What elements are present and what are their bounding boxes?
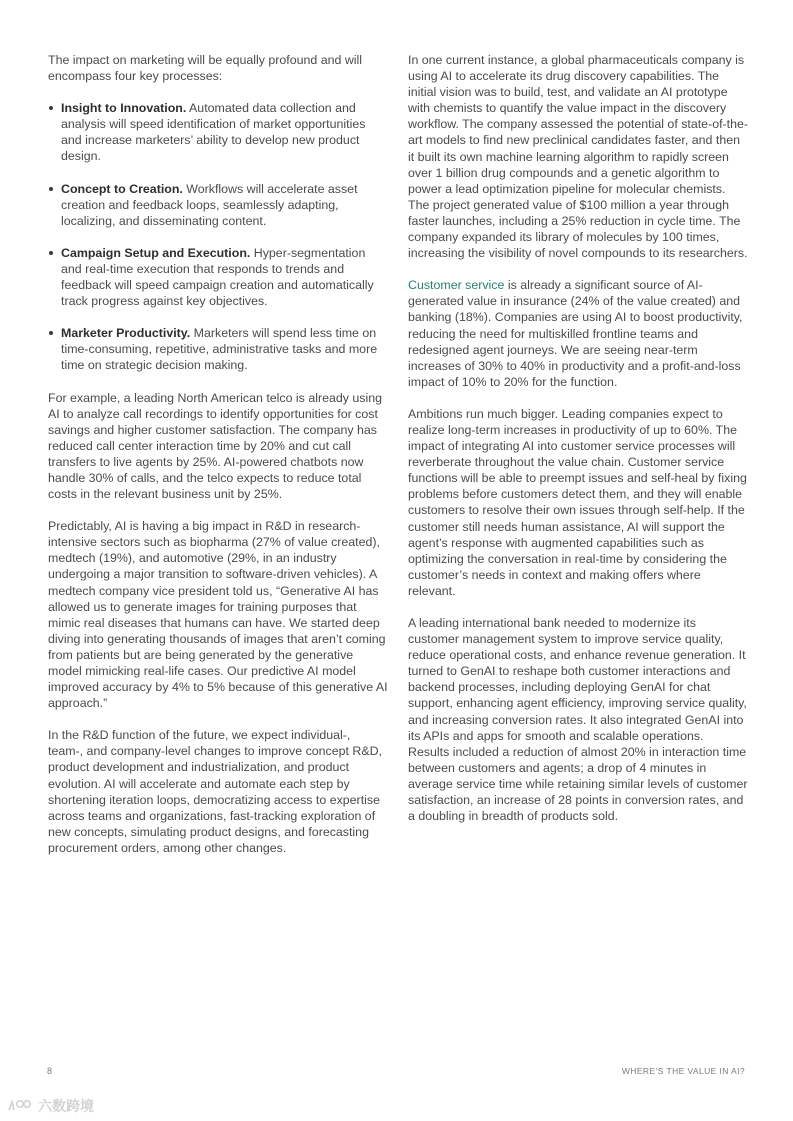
customer-service-paragraph xyxy=(408,277,748,390)
telco-paragraph: For example, a leading North American telco is already using AI to analyze call recordings to identify opportunities for cost savings and higher customer satisfaction. The company has reduced call center interaction time by 20% and cut call transfers to live agents by 25%. AI-powered chatbots now handle 30% of calls, and the telco expects to reduce total costs in the relevant business unit by 25%. xyxy=(48,390,383,502)
list-item xyxy=(48,100,388,164)
rnd-paragraph: Predictably, AI is having a big impact in R&D in research-intensive sectors such as biopharma (27% of value created), medtech (19%), and automotive (29%, in an industry undergoing a major transition to software-driven vehicles). A medtech company vice president told us, “Generative AI has allowed us to generate images for training purposes that mimic real diseases that humans can have. We started deep diving into generating thousands of images that aren’t coming from patients but are being generated by the generative model mimicking real-life cases. Our predictive AI model improved accuracy by 4% to 5% because of this generative AI approach.” xyxy=(48,519,388,711)
bullet-text: Automated data collection and analysis will speed identification of market opportunities and increase marketers’ ability to develop new product design. xyxy=(61,101,366,164)
watermark-text: 六数跨境 xyxy=(38,1098,94,1114)
pharma-paragraph: In one current instance, a global pharmaceuticals company is using AI to accelerate its drug discovery capabilities. The initial vision was to build, test, and validate an AI prototype with chemists to quantify the value impact in the discovery workflow. The company assessed the potential of state-of-the-art models to find new preclinical candidates faster, and then it built its own machine learning algorithm to rapidly screen over 1 billion drug compounds and a genetic algorithm to power a lead optimization pipeline for molecular chemists. The project generated value of $100 million a year through faster launches, including a 25% reduction in cycle time. The company expanded its library of molecules by 100 times, increasing the visibility of novel compounds to its researchers. xyxy=(408,53,749,261)
bullet-title: Concept to Creation. xyxy=(61,181,183,196)
bullet-text: Hyper-segmentation and real-time execution that responds to trends and feedback will speed campaign creation and automatically track progress against key objectives. xyxy=(61,245,374,309)
customer-service-link[interactable]: Customer service xyxy=(408,278,505,293)
bullet-text: Marketers will spend less time on time-consuming, repetitive, administrative tasks and more time on strategic decision making. xyxy=(61,326,378,373)
list-item xyxy=(48,325,388,373)
left-column xyxy=(48,52,388,872)
intro-paragraph: The impact on marketing will be equally profound and will encompass four key processes: xyxy=(48,53,363,84)
bullet-title: Insight to Innovation. xyxy=(61,101,187,116)
bank-paragraph: A leading international bank needed to modernize its customer management system to improve service quality, reduce operational costs, and enhance revenue generation. It turned to GenAI to reshape both customer interactions and backend processes, including deploying GenAI for chat support, enhancing agent efficiency, improving service quality, and increasing conversion rates. It also integrated GenAI into its APIs and apps for smooth and scalable operations. Results included a reduction of almost 20% in interaction time between customers and agents; a drop of 4 minutes in average service time while retaining similar levels of customer satisfaction, an increase of 28 points in conversion rates, and a doubling in breadth of products sold. xyxy=(408,616,748,824)
list-item xyxy=(48,181,388,229)
bullet-title: Campaign Setup and Execution. xyxy=(61,245,251,260)
ambitions-paragraph: Ambitions run much bigger. Leading companies expect to realize long-term increases in productivity of up to 60%. The impact of integrating AI into customer service processes will reverberate throughout the value chain. Customer service functions will be able to preempt issues and self-heal by fixing problems before customers detect them, and they will enable customers to resolve their own issues through self-help. If the customer still needs human assistance, AI will support the agent’s response with augmented capabilities such as optimizing the conversation in real-time by considering the customer’s needs in context and making offers where relevant. xyxy=(408,406,747,598)
page-number: 8 xyxy=(47,1066,53,1076)
watermark xyxy=(6,1096,94,1116)
right-column xyxy=(408,52,748,840)
list-item xyxy=(48,245,388,309)
rnd-future-paragraph: In the R&D function of the future, we expect individual-, team-, and company-level changes to improve concept R&D, product development and industrialization, and product evolution. AI will accelerate and automate each step by shortening iteration loops, democratizing access to expertise across teams and organizations, fast-tracking exploration of new concepts, simulating product designs, and forecasting procurement orders, among other changes. xyxy=(48,728,383,855)
marketing-process-list xyxy=(48,100,388,373)
bullet-title: Marketer Productivity. xyxy=(61,326,191,341)
customer-service-text: is already a significant source of AI-generated value in insurance (24% of the value created) and banking (18%). Companies are using AI to boost productivity, reducing the need for multiskilled frontline teams and redesigned agent journeys. We are seeing near-term increases of 30% to 40% in productivity and a profit-and-loss impact of 10% to 20% for the function. xyxy=(408,278,743,389)
bullet-text: Workflows will accelerate asset creation and feedback loops, seamlessly adapting, localizing, and disseminating content. xyxy=(61,181,358,228)
running-title: WHERE’S THE VALUE IN AI? xyxy=(621,1066,745,1076)
brand-logo-icon xyxy=(6,1098,34,1114)
